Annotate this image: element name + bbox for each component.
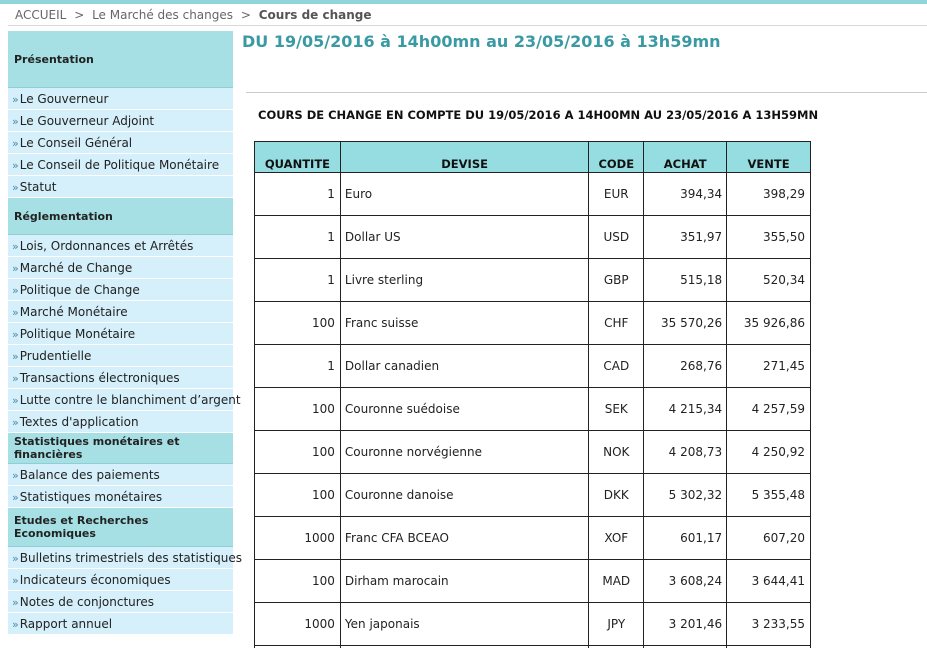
cell-code: DKK bbox=[589, 474, 644, 517]
cell-devise: Couronne norvégienne bbox=[340, 431, 588, 474]
cell-achat: 3 608,24 bbox=[644, 560, 727, 603]
sidebar-item[interactable] bbox=[8, 110, 233, 132]
table-row bbox=[255, 431, 811, 474]
sidebar-item-label: Marché de Change bbox=[19, 261, 133, 275]
cell-vente: 3 644,41 bbox=[727, 560, 811, 603]
sidebar-section-header: Réglementation bbox=[8, 198, 233, 235]
cell-quantite: 1000 bbox=[255, 603, 341, 646]
sidebar-item-label: Textes d'application bbox=[19, 415, 139, 429]
cell-vente: 4 257,59 bbox=[727, 388, 811, 431]
table-row bbox=[255, 560, 811, 603]
bullet-icon: » bbox=[12, 240, 19, 253]
title-divider bbox=[246, 92, 927, 93]
cell-code: JPY bbox=[589, 603, 644, 646]
column-header-quantite: QUANTITE bbox=[255, 142, 341, 173]
sidebar-section-header: Etudes et Recherches Economiques bbox=[8, 508, 233, 547]
sidebar-item-label: Notes de conjonctures bbox=[19, 595, 155, 609]
cell-devise: Couronne suédoise bbox=[340, 388, 588, 431]
cell-quantite: 1000 bbox=[255, 517, 341, 560]
cell-vente: 35 926,86 bbox=[727, 302, 811, 345]
column-header-devise: DEVISE bbox=[340, 142, 588, 173]
cell-code: NOK bbox=[589, 431, 644, 474]
cell-quantite: 100 bbox=[255, 560, 341, 603]
bullet-icon: » bbox=[12, 159, 19, 172]
exchange-rates-table bbox=[254, 141, 811, 648]
breadcrumb bbox=[15, 8, 372, 22]
bullet-icon: » bbox=[12, 372, 19, 385]
table-row bbox=[255, 388, 811, 431]
bullet-icon: » bbox=[12, 416, 19, 429]
sidebar-item[interactable] bbox=[8, 154, 233, 176]
cell-devise: Dirham marocain bbox=[340, 560, 588, 603]
cell-code: CHF bbox=[589, 302, 644, 345]
cell-achat: 268,76 bbox=[644, 345, 727, 388]
table-row bbox=[255, 173, 811, 216]
cell-code: GBP bbox=[589, 259, 644, 302]
cell-achat: 515,18 bbox=[644, 259, 727, 302]
cell-devise: Franc suisse bbox=[340, 302, 588, 345]
cell-vente: 4 250,92 bbox=[727, 431, 811, 474]
cell-achat: 394,34 bbox=[644, 173, 727, 216]
sidebar-section-header: Présentation bbox=[8, 31, 233, 88]
cell-quantite: 1 bbox=[255, 216, 341, 259]
table-row bbox=[255, 259, 811, 302]
table-row bbox=[255, 345, 811, 388]
sidebar-item[interactable] bbox=[8, 176, 233, 198]
bullet-icon: » bbox=[12, 574, 19, 587]
sidebar-item[interactable] bbox=[8, 235, 233, 257]
table-row bbox=[255, 302, 811, 345]
bullet-icon: » bbox=[12, 491, 19, 504]
cell-devise: Livre sterling bbox=[340, 259, 588, 302]
bullet-icon: » bbox=[12, 306, 19, 319]
cell-achat: 5 302,32 bbox=[644, 474, 727, 517]
bullet-icon: » bbox=[12, 181, 19, 194]
cell-vente: 520,34 bbox=[727, 259, 811, 302]
sidebar-item-label: Marché Monétaire bbox=[19, 305, 128, 319]
sidebar-item-label: Statistiques monétaires bbox=[19, 490, 163, 504]
cell-achat: 4 215,34 bbox=[644, 388, 727, 431]
sidebar-item[interactable] bbox=[8, 389, 241, 411]
sidebar-item-label: Le Gouverneur Adjoint bbox=[19, 114, 155, 128]
bullet-icon: » bbox=[12, 552, 19, 565]
cell-quantite: 1 bbox=[255, 345, 341, 388]
sidebar-item[interactable] bbox=[8, 345, 233, 367]
sidebar-item[interactable] bbox=[8, 257, 233, 279]
sidebar-item[interactable] bbox=[8, 486, 233, 508]
cell-devise: Euro bbox=[340, 173, 588, 216]
sidebar-item[interactable] bbox=[8, 591, 233, 613]
table-row bbox=[255, 216, 811, 259]
cell-devise: Franc CFA BCEAO bbox=[340, 517, 588, 560]
bullet-icon: » bbox=[12, 618, 19, 631]
cell-code: EUR bbox=[589, 173, 644, 216]
cell-achat: 351,97 bbox=[644, 216, 727, 259]
cell-devise: Dollar canadien bbox=[340, 345, 588, 388]
sidebar-item[interactable] bbox=[8, 367, 233, 389]
sidebar-item[interactable] bbox=[8, 464, 233, 486]
breadcrumb-current: Cours de change bbox=[258, 8, 372, 22]
sidebar-item-label: Transactions électroniques bbox=[19, 371, 180, 385]
cell-quantite: 1 bbox=[255, 173, 341, 216]
cell-vente: 355,50 bbox=[727, 216, 811, 259]
sidebar-item-label: Le Conseil de Politique Monétaire bbox=[19, 158, 220, 172]
table-header-row bbox=[255, 142, 811, 173]
breadcrumb-separator: > bbox=[240, 8, 251, 22]
cell-quantite: 100 bbox=[255, 431, 341, 474]
sidebar-item[interactable] bbox=[8, 132, 233, 154]
column-header-achat: ACHAT bbox=[644, 142, 727, 173]
bullet-icon: » bbox=[12, 328, 19, 341]
cell-vente: 5 355,48 bbox=[727, 474, 811, 517]
cell-achat: 4 208,73 bbox=[644, 431, 727, 474]
bullet-icon: » bbox=[12, 262, 19, 275]
sidebar-item[interactable] bbox=[8, 411, 233, 433]
cell-quantite: 100 bbox=[255, 302, 341, 345]
bullet-icon: » bbox=[12, 115, 19, 128]
table-row bbox=[255, 603, 811, 646]
cell-code: USD bbox=[589, 216, 644, 259]
breadcrumb-section-link[interactable]: Le Marché des changes bbox=[92, 8, 234, 22]
bullet-icon: » bbox=[12, 469, 19, 482]
sidebar-item[interactable] bbox=[8, 547, 242, 569]
sidebar-section-header: Statistiques monétaires et financières bbox=[8, 433, 233, 464]
cell-code: SEK bbox=[589, 388, 644, 431]
cell-devise: Dollar US bbox=[340, 216, 588, 259]
cell-devise: Yen japonais bbox=[340, 603, 588, 646]
sidebar-item[interactable] bbox=[8, 569, 233, 591]
cell-quantite: 100 bbox=[255, 474, 341, 517]
sidebar-item-label: Balance des paiements bbox=[19, 468, 160, 482]
sidebar-item[interactable] bbox=[8, 279, 233, 301]
sidebar-item-label: Lois, Ordonnances et Arrêtés bbox=[19, 239, 194, 253]
table-title: COURS DE CHANGE EN COMPTE DU 19/05/2016 A 14H00MN AU 23/05/2016 A 13H59MN bbox=[258, 108, 819, 122]
sidebar-item-label: Indicateurs économiques bbox=[19, 573, 171, 587]
sidebar-item-label: Rapport annuel bbox=[19, 617, 113, 631]
cell-quantite: 100 bbox=[255, 388, 341, 431]
column-header-vente: VENTE bbox=[727, 142, 811, 173]
cell-code: CAD bbox=[589, 345, 644, 388]
sidebar-item-label: Statut bbox=[19, 180, 57, 194]
sidebar-item-label: Le Gouverneur bbox=[19, 92, 109, 106]
sidebar-item-label: Le Conseil Général bbox=[19, 136, 133, 150]
sidebar-nav bbox=[8, 31, 242, 635]
sidebar-item-label: Politique Monétaire bbox=[19, 327, 136, 341]
bullet-icon: » bbox=[12, 350, 19, 363]
bullet-icon: » bbox=[12, 93, 19, 106]
breadcrumb-home-link[interactable]: ACCUEIL bbox=[15, 8, 67, 22]
sidebar-item-label: Bulletins trimestriels des statistiques bbox=[19, 551, 242, 565]
sidebar-item-label: Politique de Change bbox=[19, 283, 140, 297]
bullet-icon: » bbox=[12, 596, 19, 609]
cell-devise: Couronne danoise bbox=[340, 474, 588, 517]
breadcrumb-divider bbox=[8, 25, 927, 26]
breadcrumb-separator: > bbox=[74, 8, 85, 22]
cell-achat: 601,17 bbox=[644, 517, 727, 560]
sidebar-item[interactable] bbox=[8, 88, 233, 110]
cell-vente: 607,20 bbox=[727, 517, 811, 560]
table-row bbox=[255, 517, 811, 560]
column-header-code: CODE bbox=[589, 142, 644, 173]
bullet-icon: » bbox=[12, 394, 19, 407]
sidebar-item-label: Prudentielle bbox=[19, 349, 92, 363]
cell-vente: 3 233,55 bbox=[727, 603, 811, 646]
sidebar-item[interactable] bbox=[8, 323, 233, 345]
page-title: DU 19/05/2016 à 14h00mn au 23/05/2016 à 13h59mn bbox=[242, 32, 721, 51]
cell-vente: 271,45 bbox=[727, 345, 811, 388]
bullet-icon: » bbox=[12, 284, 19, 297]
cell-quantite: 1 bbox=[255, 259, 341, 302]
sidebar-item[interactable] bbox=[8, 613, 233, 635]
bullet-icon: » bbox=[12, 137, 19, 150]
cell-achat: 3 201,46 bbox=[644, 603, 727, 646]
top-accent-bar bbox=[0, 0, 927, 4]
cell-code: MAD bbox=[589, 560, 644, 603]
table-row bbox=[255, 474, 811, 517]
sidebar-item-label: Lutte contre le blanchiment d’argent bbox=[19, 393, 241, 407]
sidebar-item[interactable] bbox=[8, 301, 233, 323]
cell-achat: 35 570,26 bbox=[644, 302, 727, 345]
cell-vente: 398,29 bbox=[727, 173, 811, 216]
cell-code: XOF bbox=[589, 517, 644, 560]
